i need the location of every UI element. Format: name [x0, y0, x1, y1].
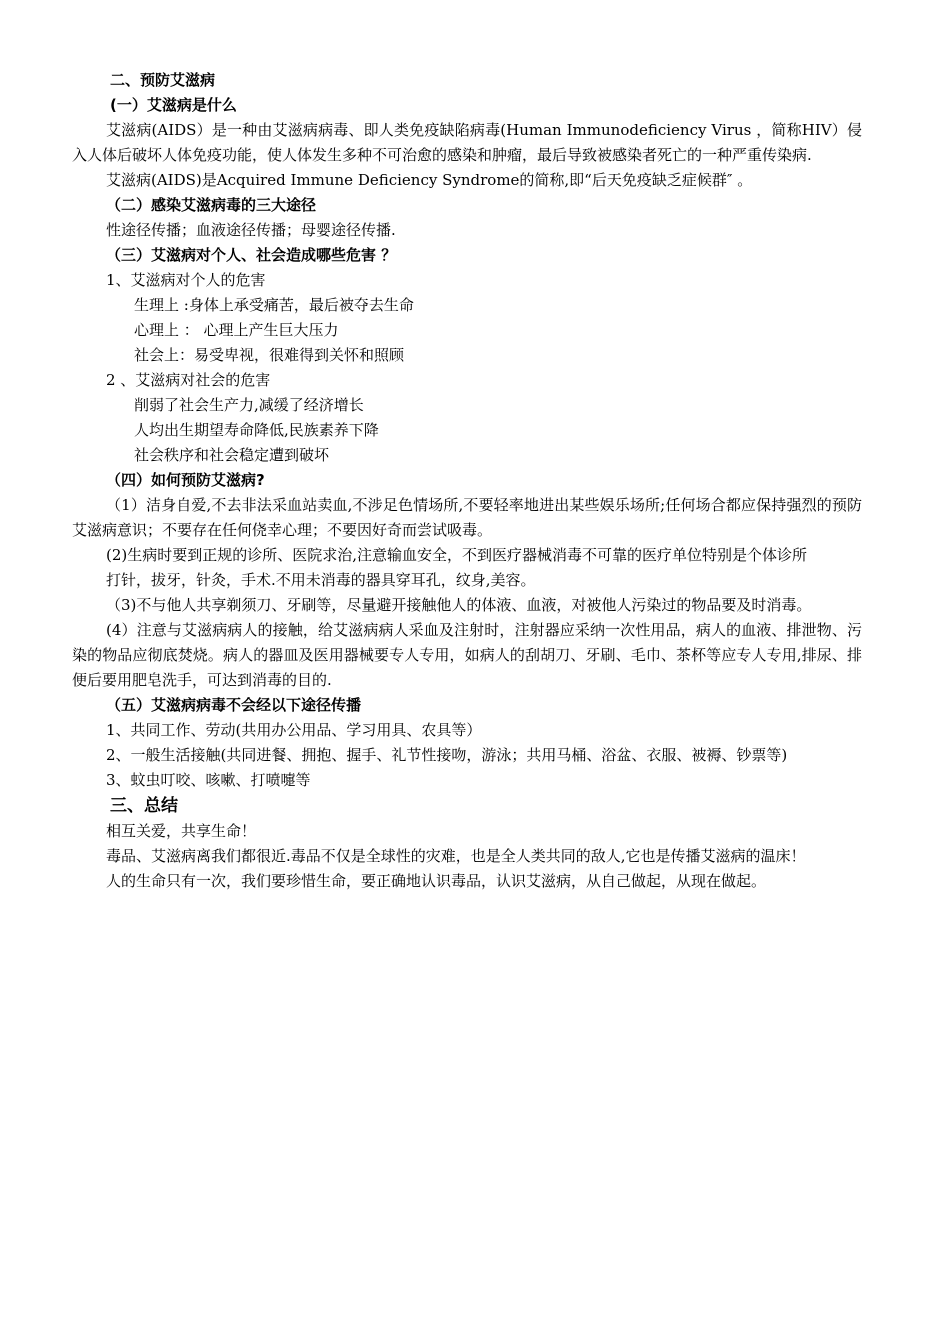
list-item: 1、艾滋病对个人的危害 — [106, 271, 266, 289]
paragraph: 打针，拔牙，针灸，手术.不用未消毒的器具穿耳孔，纹身,美容。 — [106, 571, 536, 589]
paragraph: 毒品、艾滋病离我们都很近.毒品不仅是全球性的灾难，也是全人类共同的敌人,它也是传播艾滋病的温床！ — [106, 847, 806, 865]
subsection-heading: （三）艾滋病对个人、社会造成哪些危害 ？ — [106, 246, 397, 264]
subsection-heading: (一）艾滋病是什么 — [110, 96, 237, 114]
paragraph: 艾滋病(AIDS)是Acquired Immune Deficiency Syndrome的简称,即“后天免疫缺乏症候群″ 。 — [106, 171, 753, 189]
paragraph: 性途径传播；血液途径传播；母婴途径传播. — [106, 221, 396, 239]
paragraph: （3)不与他人共享剃须刀、牙刷等，尽量避开接触他人的体液、血液，对被他人污染过的物品要及时消毒。 — [106, 596, 812, 614]
list-subitem: 心理上 ： 心理上产生巨大压力 — [134, 321, 339, 339]
paragraph: (4）注意与艾滋病病人的接触，给艾滋病病人采血及注射时，注射器应采纳一次性用品，病人的血液、排泄物、污染的物品应彻底焚烧。病人的器皿及医用器械要专人专用，如病人的刮胡刀、牙刷、毛巾、茶杯等应专人专用,排尿、排便后要用肥皂洗手，可达到消毒的目的. — [72, 621, 862, 689]
list-subitem: 人均出生期望寿命降低,民族素养下降 — [134, 421, 379, 439]
paragraph: 1、共同工作、劳动(共用办公用品、学习用具、农具等） — [106, 721, 482, 739]
paragraph: （1）洁身自爱,不去非法采血站卖血,不涉足色情场所,不要轻率地进出某些娱乐场所;任何场合都应保持强烈的预防艾滋病意识；不要存在任何侥幸心理；不要因好奇而尝试吸毒。 — [72, 496, 862, 539]
subsection-heading: （五）艾滋病病毒不会经以下途径传播 — [106, 696, 362, 714]
subsection-heading: （四）如何预防艾滋病? — [106, 471, 265, 489]
subsection-heading: （二）感染艾滋病毒的三大途径 — [106, 196, 317, 214]
section-heading: 二、预防艾滋病 — [110, 71, 216, 89]
paragraph: 相互关爱，共享生命！ — [106, 822, 257, 840]
list-subitem: 削弱了社会生产力,减缓了经济增长 — [134, 396, 364, 414]
list-item: 2 、艾滋病对社会的危害 — [106, 371, 271, 389]
paragraph: 人的生命只有一次，我们要珍惜生命，要正确地认识毒品，认识艾滋病，从自己做起，从现在做起。 — [106, 872, 767, 890]
section-heading: 三、总结 — [110, 796, 178, 816]
paragraph: 2、一般生活接触(共同进餐、拥抱、握手、礼节性接吻，游泳；共用马桶、浴盆、衣服、被褥、钞票等) — [106, 746, 788, 764]
paragraph: (2)生病时要到正规的诊所、医院求治,注意输血安全，不到医疗器械消毒不可靠的医疗单位特别是个体诊所 — [106, 546, 808, 564]
document-page — [72, 68, 862, 894]
list-subitem: 生理上 :身体上承受痛苦，最后被夺去生命 — [134, 296, 414, 314]
list-subitem: 社会秩序和社会稳定遭到破坏 — [134, 446, 330, 464]
paragraph: 艾滋病(AIDS）是一种由艾滋病病毒、即人类免疫缺陷病毒(Human Immunodeficiency Virus ，简称HIV）侵入人体后破坏人体免疫功能，使人体发生多种不可治愈的感染和肿瘤，最后导致被感染者死亡的一种严重传染病. — [72, 121, 862, 164]
list-subitem: 社会上：易受卑视，很难得到关怀和照顾 — [134, 346, 405, 364]
paragraph: 3、蚊虫叮咬、咳嗽、打喷嚏等 — [106, 771, 311, 789]
